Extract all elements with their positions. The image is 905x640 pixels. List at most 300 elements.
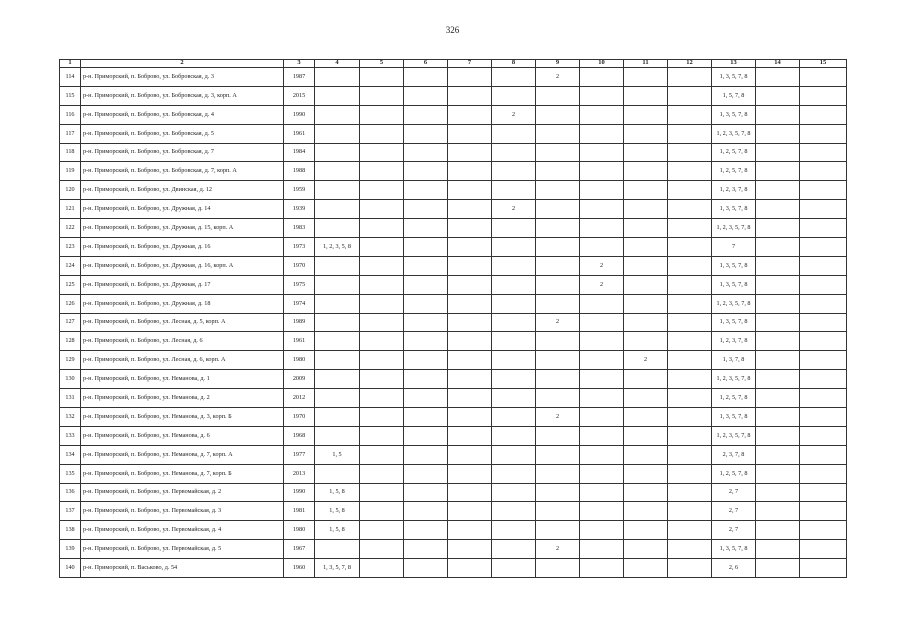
table-row: [60, 502, 847, 521]
table-cell: [624, 521, 668, 540]
table-cell: [360, 219, 404, 238]
table-cell: [448, 559, 492, 578]
table-cell: [624, 143, 668, 162]
table-cell: [800, 426, 847, 445]
table-cell: [360, 445, 404, 464]
table-cell: [624, 162, 668, 181]
table-cell: 125: [60, 275, 81, 294]
table-cell: [448, 294, 492, 313]
table-cell: [756, 408, 800, 427]
table-cell: [624, 502, 668, 521]
column-header-7: 7: [448, 60, 492, 68]
table-cell: [404, 68, 448, 87]
table-cell: 1, 5, 7, 8: [712, 86, 756, 105]
table-cell: [404, 181, 448, 200]
table-cell: [624, 540, 668, 559]
table-cell: 129: [60, 351, 81, 370]
table-cell: р-н. Приморский, п. Боброво, ул. Неманова, д. 1: [81, 370, 284, 389]
table-cell: 1, 2, 5, 7, 8: [712, 389, 756, 408]
table-cell: [668, 200, 712, 219]
table-cell: [580, 445, 624, 464]
table-cell: [800, 181, 847, 200]
table-row: [60, 105, 847, 124]
table-cell: [668, 181, 712, 200]
table-cell: [536, 332, 580, 351]
table-cell: [492, 445, 536, 464]
table-cell: 1, 3, 5, 7, 8: [712, 200, 756, 219]
table-cell: [536, 502, 580, 521]
table-row: [60, 238, 847, 257]
table-cell: 1, 5, 8: [315, 521, 360, 540]
table-cell: 1973: [284, 238, 315, 257]
table-cell: [536, 105, 580, 124]
table-row: [60, 408, 847, 427]
table-cell: [668, 143, 712, 162]
table-cell: [404, 200, 448, 219]
table-cell: 1984: [284, 143, 315, 162]
table-row: [60, 162, 847, 181]
table-cell: 132: [60, 408, 81, 427]
table-cell: 2: [580, 275, 624, 294]
table-cell: [800, 332, 847, 351]
table-cell: [315, 464, 360, 483]
table-cell: [360, 181, 404, 200]
column-header-9: 9: [536, 60, 580, 68]
table-cell: [756, 483, 800, 502]
table-cell: 2, 7: [712, 483, 756, 502]
table-cell: 1961: [284, 332, 315, 351]
table-cell: 120: [60, 181, 81, 200]
table-cell: [360, 68, 404, 87]
table-cell: [668, 559, 712, 578]
table-cell: 2: [536, 68, 580, 87]
table-cell: [448, 275, 492, 294]
table-cell: [624, 124, 668, 143]
table-cell: [668, 105, 712, 124]
table-cell: [580, 559, 624, 578]
table-cell: [315, 86, 360, 105]
table-cell: 1981: [284, 502, 315, 521]
table-cell: [492, 540, 536, 559]
table-cell: [800, 86, 847, 105]
table-cell: 1, 3, 5, 7, 8: [712, 540, 756, 559]
table-cell: [315, 200, 360, 219]
table-cell: [668, 483, 712, 502]
table-cell: [360, 124, 404, 143]
table-cell: [404, 351, 448, 370]
table-cell: [668, 445, 712, 464]
table-cell: 2009: [284, 370, 315, 389]
table-cell: 2: [580, 256, 624, 275]
table-cell: [448, 332, 492, 351]
table-cell: р-н. Приморский, п. Боброво, ул. Бобровская, д. 3: [81, 68, 284, 87]
table-row: [60, 521, 847, 540]
table-cell: [492, 332, 536, 351]
table-cell: [756, 426, 800, 445]
table-cell: 1, 5, 8: [315, 483, 360, 502]
column-header-13: 13: [712, 60, 756, 68]
table-cell: [756, 294, 800, 313]
table-cell: [448, 219, 492, 238]
table-cell: [360, 521, 404, 540]
table-cell: [404, 143, 448, 162]
table-cell: 1970: [284, 256, 315, 275]
table-cell: [315, 275, 360, 294]
table-cell: [580, 370, 624, 389]
table-cell: 1987: [284, 68, 315, 87]
table-cell: [668, 521, 712, 540]
table-cell: [668, 408, 712, 427]
table-cell: 1, 2, 3, 5, 8: [315, 238, 360, 257]
table-cell: 1, 2, 3, 5, 7, 8: [712, 124, 756, 143]
column-header-3: 3: [284, 60, 315, 68]
table-cell: [404, 426, 448, 445]
table-cell: [756, 332, 800, 351]
table-cell: [668, 219, 712, 238]
table-cell: [580, 313, 624, 332]
table-cell: [492, 143, 536, 162]
table-cell: [580, 86, 624, 105]
table-cell: 1, 2, 5, 7, 8: [712, 162, 756, 181]
table-cell: [315, 540, 360, 559]
table-cell: [800, 521, 847, 540]
table-cell: 1968: [284, 426, 315, 445]
table-cell: [668, 162, 712, 181]
table-cell: р-н. Приморский, п. Боброво, ул. Дружная, д. 14: [81, 200, 284, 219]
table-cell: 1, 3, 5, 7, 8: [712, 256, 756, 275]
table-cell: [536, 219, 580, 238]
table-cell: [624, 408, 668, 427]
table-cell: [492, 219, 536, 238]
table-cell: [448, 483, 492, 502]
table-cell: [624, 370, 668, 389]
table-cell: [492, 389, 536, 408]
page-number: 326: [445, 25, 460, 35]
table-cell: [315, 181, 360, 200]
table-cell: [360, 275, 404, 294]
table-cell: [756, 370, 800, 389]
table-cell: 1990: [284, 105, 315, 124]
table-cell: [315, 124, 360, 143]
table-cell: [448, 256, 492, 275]
table-cell: [624, 275, 668, 294]
table-cell: [492, 68, 536, 87]
table-cell: [756, 256, 800, 275]
table-row: [60, 294, 847, 313]
table-cell: 117: [60, 124, 81, 143]
table-row: [60, 256, 847, 275]
column-header-6: 6: [404, 60, 448, 68]
table-cell: [580, 521, 624, 540]
table-cell: [360, 143, 404, 162]
table-cell: 2, 3, 7, 8: [712, 445, 756, 464]
table-cell: [536, 483, 580, 502]
table-cell: 1959: [284, 181, 315, 200]
table-row: [60, 540, 847, 559]
table-cell: [492, 351, 536, 370]
table-cell: [580, 483, 624, 502]
table-row: [60, 483, 847, 502]
table-cell: [624, 313, 668, 332]
table-cell: [756, 68, 800, 87]
table-cell: [448, 313, 492, 332]
table-cell: р-н. Приморский, п. Боброво, ул. Бобровская, д. 4: [81, 105, 284, 124]
table-cell: [580, 162, 624, 181]
table-cell: р-н. Приморский, п. Боброво, ул. Дружная, д. 15, корп. А: [81, 219, 284, 238]
table-cell: 1, 3, 5, 7, 8: [315, 559, 360, 578]
table-cell: [580, 200, 624, 219]
table-cell: 138: [60, 521, 81, 540]
table-cell: [360, 313, 404, 332]
table-cell: [580, 219, 624, 238]
table-cell: [624, 332, 668, 351]
table-cell: 1, 3, 5, 7, 8: [712, 313, 756, 332]
table-cell: [580, 124, 624, 143]
column-header-10: 10: [580, 60, 624, 68]
table-cell: 118: [60, 143, 81, 162]
table-cell: 1974: [284, 294, 315, 313]
table-row: [60, 559, 847, 578]
table-cell: [668, 86, 712, 105]
table-row: [60, 332, 847, 351]
table-cell: 1980: [284, 351, 315, 370]
table-cell: [492, 559, 536, 578]
table-cell: [624, 483, 668, 502]
table-cell: [315, 313, 360, 332]
table-cell: [668, 540, 712, 559]
table-cell: р-н. Приморский, п. Боброво, ул. Неманова, д. 6: [81, 426, 284, 445]
table-cell: [756, 559, 800, 578]
table-cell: [448, 389, 492, 408]
table-cell: [315, 219, 360, 238]
table-cell: [536, 464, 580, 483]
table-cell: [360, 540, 404, 559]
table-cell: [800, 351, 847, 370]
table-cell: [668, 238, 712, 257]
table-cell: 1, 2, 5, 7, 8: [712, 464, 756, 483]
column-header-4: 4: [315, 60, 360, 68]
table-cell: [492, 238, 536, 257]
table-cell: [580, 143, 624, 162]
table-cell: [360, 162, 404, 181]
table-cell: [624, 294, 668, 313]
table-cell: [360, 86, 404, 105]
table-cell: [800, 162, 847, 181]
table-cell: [360, 256, 404, 275]
table-cell: [668, 502, 712, 521]
table-cell: р-н. Приморский, п. Боброво, ул. Неманова, д. 3, корп. Б: [81, 408, 284, 427]
table-cell: [492, 294, 536, 313]
table-cell: [448, 68, 492, 87]
table-cell: [360, 294, 404, 313]
table-cell: 1, 2, 3, 7, 8: [712, 332, 756, 351]
table-cell: [360, 238, 404, 257]
table-cell: [536, 521, 580, 540]
table-header: [60, 60, 847, 68]
table-cell: [800, 256, 847, 275]
table-cell: [448, 464, 492, 483]
table-cell: [668, 464, 712, 483]
table-cell: 1977: [284, 445, 315, 464]
column-header-12: 12: [668, 60, 712, 68]
table-cell: [756, 313, 800, 332]
table-cell: [448, 162, 492, 181]
table-cell: р-н. Приморский, п. Боброво, ул. Бобровская, д. 7, корп. А: [81, 162, 284, 181]
table-row: [60, 124, 847, 143]
table-body: [60, 68, 847, 578]
table-cell: [668, 313, 712, 332]
table-cell: [800, 200, 847, 219]
table-cell: [492, 162, 536, 181]
table-cell: 2: [492, 105, 536, 124]
column-header-1: 1: [60, 60, 81, 68]
table-cell: [800, 143, 847, 162]
table-cell: 135: [60, 464, 81, 483]
table-cell: [800, 105, 847, 124]
table-cell: 1983: [284, 219, 315, 238]
table-cell: [404, 502, 448, 521]
table-cell: 139: [60, 540, 81, 559]
table-cell: 1960: [284, 559, 315, 578]
column-header-15: 15: [800, 60, 847, 68]
table-cell: [448, 351, 492, 370]
table-cell: 2: [492, 200, 536, 219]
table-cell: [756, 389, 800, 408]
table-cell: р-н. Приморский, п. Боброво, ул. Дружная, д. 16: [81, 238, 284, 257]
housing-register-table: [59, 59, 847, 578]
table-cell: р-н. Приморский, п. Боброво, ул. Первомайская, д. 2: [81, 483, 284, 502]
table-cell: 124: [60, 256, 81, 275]
table-cell: [536, 351, 580, 370]
table-cell: 114: [60, 68, 81, 87]
table-cell: [756, 219, 800, 238]
table-cell: [404, 219, 448, 238]
table-cell: [756, 464, 800, 483]
table-cell: 1, 2, 3, 5, 7, 8: [712, 426, 756, 445]
table-cell: [404, 464, 448, 483]
table-cell: [492, 483, 536, 502]
table-cell: [448, 408, 492, 427]
table-cell: [668, 124, 712, 143]
table-cell: [404, 238, 448, 257]
table-cell: [624, 200, 668, 219]
table-cell: [756, 181, 800, 200]
table-cell: [536, 256, 580, 275]
table-cell: [756, 502, 800, 521]
table-cell: 1, 2, 3, 7, 8: [712, 181, 756, 200]
table-cell: [404, 445, 448, 464]
table-cell: [404, 256, 448, 275]
table-cell: [800, 294, 847, 313]
table-cell: [800, 483, 847, 502]
table-cell: [404, 124, 448, 143]
table-row: [60, 200, 847, 219]
table-cell: [492, 521, 536, 540]
table-cell: [315, 389, 360, 408]
table-row: [60, 275, 847, 294]
table-cell: [360, 426, 404, 445]
table-cell: 1, 3, 5, 7, 8: [712, 275, 756, 294]
column-header-2: 2: [81, 60, 284, 68]
table-cell: [404, 105, 448, 124]
table-cell: [756, 521, 800, 540]
table-cell: [492, 313, 536, 332]
table-cell: [580, 502, 624, 521]
table-cell: [536, 445, 580, 464]
table-cell: 1, 2, 3, 5, 7, 8: [712, 294, 756, 313]
table-cell: [624, 389, 668, 408]
table-cell: [668, 351, 712, 370]
table-cell: [756, 445, 800, 464]
table-row: [60, 68, 847, 87]
table-cell: [360, 200, 404, 219]
table-cell: [756, 238, 800, 257]
table-cell: [492, 124, 536, 143]
table-cell: р-н. Приморский, п. Боброво, ул. Неманова, д. 7, корп. Б: [81, 464, 284, 483]
table-cell: [536, 200, 580, 219]
table-cell: [580, 426, 624, 445]
table-cell: 1970: [284, 408, 315, 427]
table-cell: [448, 105, 492, 124]
table-cell: [624, 256, 668, 275]
table-cell: 119: [60, 162, 81, 181]
table-cell: [404, 559, 448, 578]
table-cell: [624, 181, 668, 200]
table-cell: 133: [60, 426, 81, 445]
table-cell: [360, 408, 404, 427]
table-cell: 1988: [284, 162, 315, 181]
table-cell: р-н. Приморский, п. Боброво, ул. Дружная, д. 18: [81, 294, 284, 313]
table-row: [60, 219, 847, 238]
table-cell: [580, 389, 624, 408]
table-cell: [624, 68, 668, 87]
table-cell: [448, 370, 492, 389]
table-cell: 1980: [284, 521, 315, 540]
table-cell: 1939: [284, 200, 315, 219]
table-cell: 140: [60, 559, 81, 578]
table-cell: [536, 124, 580, 143]
table-cell: 1990: [284, 483, 315, 502]
table-cell: [800, 68, 847, 87]
table-row: [60, 143, 847, 162]
table-cell: 1, 2, 3, 5, 7, 8: [712, 219, 756, 238]
table-cell: 134: [60, 445, 81, 464]
table-cell: 1989: [284, 313, 315, 332]
table-row: [60, 426, 847, 445]
table-cell: р-н. Приморский, п. Боброво, ул. Бобровская, д. 7: [81, 143, 284, 162]
table-cell: [315, 408, 360, 427]
table-cell: р-н. Приморский, п. Боброво, ул. Лесная, д. 5, корп. А: [81, 313, 284, 332]
table-cell: [580, 332, 624, 351]
table-cell: [448, 445, 492, 464]
table-cell: [580, 68, 624, 87]
table-cell: [360, 389, 404, 408]
table-cell: [756, 540, 800, 559]
table-cell: [668, 256, 712, 275]
table-row: [60, 389, 847, 408]
table-cell: р-н. Приморский, п. Васьково, д. 54: [81, 559, 284, 578]
column-header-14: 14: [756, 60, 800, 68]
table-cell: [360, 351, 404, 370]
table-cell: [800, 313, 847, 332]
table-cell: [580, 408, 624, 427]
table-cell: [448, 124, 492, 143]
table-cell: р-н. Приморский, п. Боброво, ул. Первомайская, д. 3: [81, 502, 284, 521]
table-cell: 1, 3, 5, 7, 8: [712, 408, 756, 427]
table-cell: [315, 332, 360, 351]
table-cell: [492, 426, 536, 445]
table-cell: [404, 313, 448, 332]
